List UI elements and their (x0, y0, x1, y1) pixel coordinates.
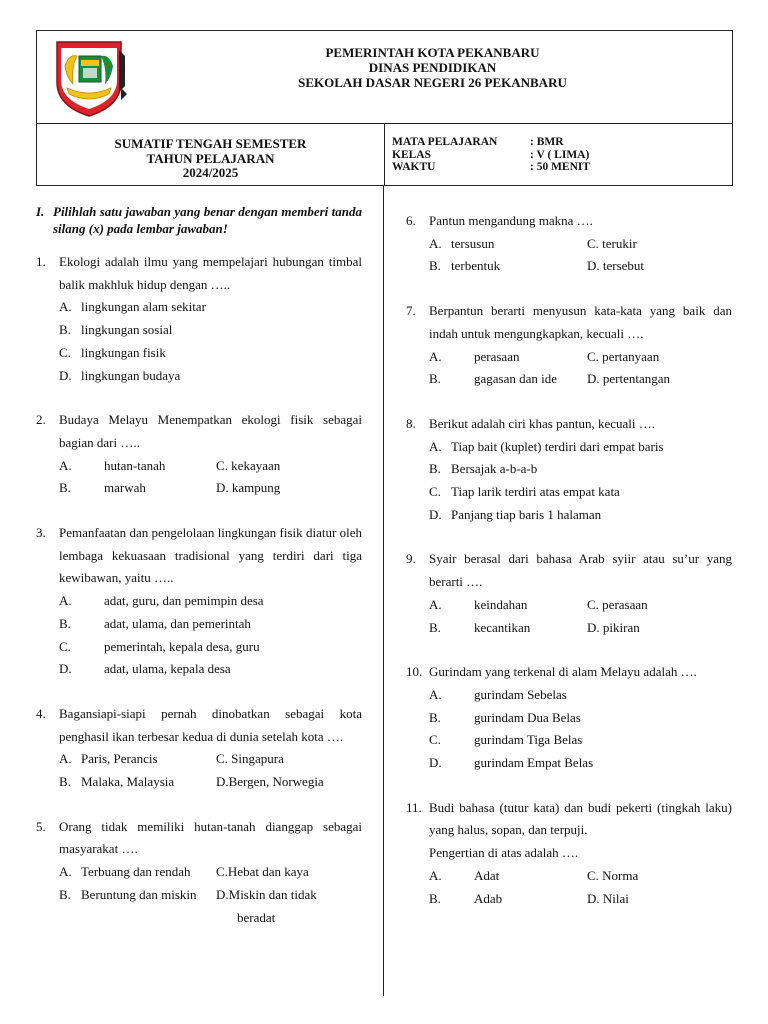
option-letter: A. (429, 867, 442, 883)
option-text: Bersajak a-b-a-b (451, 461, 538, 477)
year-label: TAHUN PELAJARAN (146, 150, 275, 166)
question-3 (36, 522, 362, 681)
header-divider (384, 123, 385, 186)
question-number: 11. (406, 799, 422, 815)
option-letter: B. (429, 461, 441, 477)
option-b (429, 707, 732, 730)
option-text: terbentuk (451, 258, 501, 274)
option-text: perasaan (474, 348, 520, 364)
info-value: : V ( LIMA) (530, 148, 590, 161)
option-a (429, 865, 587, 888)
option-text: Malaka, Malaysia (81, 774, 175, 790)
option-letter: D. (59, 661, 72, 677)
option-text: gurindam Tiga Belas (474, 732, 583, 748)
option-text: gurindam Dua Belas (474, 709, 581, 725)
option-letter: D. (429, 755, 442, 771)
column-divider (383, 186, 384, 996)
question-number: 3. (36, 525, 46, 541)
option-text: Panjang tiap baris 1 halaman (451, 506, 602, 522)
option-text: kecantikan (474, 619, 531, 635)
school-heading (137, 45, 728, 90)
option-text: lingkungan budaya (81, 367, 181, 383)
option-c (59, 342, 362, 365)
instruction (36, 203, 362, 237)
option-letter: A. (59, 751, 72, 767)
question-5 (36, 816, 362, 930)
option-a (59, 861, 216, 884)
question-10 (406, 661, 732, 775)
option-letter: D. (429, 506, 442, 522)
option-letter: C. (59, 638, 71, 654)
instruction-text: Pilihlah satu jawaban yang benar dengan memberi tanda silang (x) pada lembar jawaban! (53, 204, 362, 236)
option-text: Terbuang dan rendah (81, 864, 191, 880)
option-letter: B. (59, 886, 71, 902)
option-c: C. terukir (587, 235, 637, 251)
option-letter: B. (429, 371, 441, 387)
option-a (59, 296, 362, 319)
question-text: Budaya Melayu Menempatkan ekologi fisik sebagai bagian dari ….. (59, 412, 362, 450)
option-letter: B. (429, 258, 441, 274)
option-b (429, 888, 587, 911)
option-letter: B. (429, 890, 441, 906)
option-b (59, 477, 216, 500)
question-7 (406, 300, 732, 391)
question-number: 2. (36, 412, 46, 428)
option-text: gurindam Empat Belas (474, 755, 594, 771)
option-letter: B. (59, 615, 71, 631)
option-c: C. pertanyaan (587, 348, 660, 364)
pekanbaru-emblem-icon (51, 36, 127, 120)
option-text: Tiap larik terdiri atas empat kata (451, 484, 620, 500)
option-letter: A. (429, 596, 442, 612)
option-c (59, 636, 362, 659)
left-column (36, 203, 362, 951)
option-d: D.Bergen, Norwegia (216, 774, 324, 790)
question-9 (406, 548, 732, 639)
option-letter: A. (429, 686, 442, 702)
option-text: hutan-tanah (104, 457, 166, 473)
school-line: SEKOLAH DASAR NEGERI 26 PEKANBARU (298, 75, 567, 90)
option-text: lingkungan fisik (81, 344, 166, 360)
option-letter: A. (429, 438, 442, 454)
option-d: D. kampung (216, 480, 281, 496)
question-text: Bagansiapi-siapi pernah dinobatkan sebagai kota penghasil ikan terbesar kedua di dunia setelah kota …. (59, 705, 362, 744)
option-text: adat, guru, dan pemimpin desa (104, 593, 264, 609)
header-box (36, 30, 733, 186)
option-c: C. kekayaan (216, 457, 281, 473)
option-d (429, 504, 732, 527)
option-b (59, 884, 216, 907)
info-row-class (392, 149, 590, 162)
question-number: 1. (36, 254, 46, 269)
option-a (429, 594, 587, 617)
option-text: Tiap bait (kuplet) terdiri dari empat baris (451, 438, 664, 454)
question-4 (36, 703, 362, 794)
info-label: WAKTU (392, 161, 436, 173)
option-text: pemerintah, kepala desa, guru (104, 638, 260, 654)
option-letter: B. (429, 619, 441, 635)
question-1 (36, 251, 362, 387)
info-row-time (392, 161, 590, 174)
option-letter: A. (59, 593, 72, 609)
question-number: 8. (406, 415, 416, 431)
question-number: 10. (406, 664, 423, 680)
option-b (59, 771, 216, 794)
instruction-number: I. (36, 204, 45, 219)
option-text: lingkungan alam sekitar (81, 299, 206, 315)
option-text: adat, ulama, dan pemerintah (104, 615, 251, 631)
exam-info (392, 136, 590, 174)
question-text: Pemanfaatan dan pengelolaan lingkungan fisik diatur oleh lembaga kekuasaan tradisional yang terdiri dari tiga kewibawan, yaitu ….. (59, 525, 362, 586)
option-text: lingkungan sosial (81, 322, 173, 338)
option-letter: A. (59, 864, 72, 880)
question-11 (406, 797, 732, 911)
question-text: Berpantun berarti menyusun kata-kata yang baik dan indah untuk mengungkapkan, kecuali …. (429, 303, 732, 341)
gov-line: PEMERINTAH KOTA PEKANBARU (325, 45, 540, 60)
option-letter: A. (59, 299, 72, 315)
option-d: D.Miskin dan tidak (216, 886, 317, 902)
option-d (59, 658, 362, 681)
option-b (59, 613, 362, 636)
option-d: D. pikiran (587, 619, 640, 635)
option-c: C. Singapura (216, 751, 284, 767)
option-c: C.Hebat dan kaya (216, 864, 309, 880)
option-text: Adab (474, 890, 503, 906)
question-number: 4. (36, 705, 46, 721)
option-d-continued: beradat (237, 909, 276, 925)
header-top (37, 31, 732, 124)
option-d: D. tersebut (587, 258, 645, 274)
question-text: Orang tidak memiliki hutan-tanah dianggap sebagai masyarakat …. (59, 818, 362, 857)
info-value: : 50 MENIT (530, 161, 591, 173)
right-column (406, 210, 732, 932)
option-letter: A. (59, 457, 72, 473)
option-letter: B. (59, 774, 71, 790)
option-letter: A. (429, 235, 442, 251)
option-letter: A. (429, 348, 442, 364)
question-2 (36, 409, 362, 500)
question-text: Pantun mengandung makna …. (429, 213, 593, 228)
question-text: Budi bahasa (tutur kata) dan budi pekerti (tingkah laku) yang halus, sopan, dan terpuji. (429, 799, 732, 838)
option-b (429, 368, 587, 391)
option-a (429, 684, 732, 707)
question-number: 5. (36, 818, 46, 834)
option-c (429, 729, 732, 752)
option-b (429, 255, 587, 278)
option-a (59, 590, 362, 613)
option-a (429, 346, 587, 369)
option-b (59, 319, 362, 342)
option-a (59, 455, 216, 478)
info-row-subject (392, 136, 590, 149)
option-text: Paris, Perancis (81, 751, 158, 767)
info-label: KELAS (392, 148, 431, 161)
option-c: C. Norma (587, 867, 639, 883)
option-b (429, 458, 732, 481)
question-8 (406, 413, 732, 527)
question-text: Gurindam yang terkenal di alam Melayu adalah …. (429, 664, 697, 680)
question-text: Syair berasal dari bahasa Arab syiir atau su’ur yang berarti …. (429, 551, 732, 590)
option-text: gagasan dan ide (474, 371, 558, 387)
year-value: 2024/2025 (182, 165, 239, 180)
option-d: D. Nilai (587, 890, 629, 906)
dept-line: DINAS PENDIDIKAN (368, 60, 497, 75)
question-number: 6. (406, 213, 416, 228)
option-text: tersusun (451, 235, 495, 251)
option-a (429, 233, 587, 256)
option-letter: C. (59, 344, 71, 360)
option-d (59, 365, 362, 388)
option-text: Beruntung dan miskin (81, 886, 197, 902)
option-text: marwah (104, 480, 146, 496)
exam-name: SUMATIF TENGAH SEMESTER (114, 136, 307, 151)
option-letter: C. (429, 732, 441, 748)
info-label: MATA PELAJARAN (392, 136, 498, 148)
option-letter: B. (59, 322, 71, 338)
exam-title (37, 137, 384, 181)
option-text: gurindam Sebelas (474, 686, 567, 702)
question-subtext: Pengertian di atas adalah …. (429, 845, 579, 861)
option-d: D. pertentangan (587, 371, 671, 387)
option-c: C. perasaan (587, 596, 648, 612)
option-c (429, 481, 732, 504)
option-text: Adat (474, 867, 500, 883)
option-a (429, 436, 732, 459)
question-text: Ekologi adalah ilmu yang mempelajari hubungan timbal balik makhluk hidup dengan ….. (59, 254, 362, 292)
question-6 (406, 210, 732, 278)
option-letter: D. (59, 367, 72, 383)
option-text: adat, ulama, kepala desa (104, 661, 231, 677)
question-text: Berikut adalah ciri khas pantun, kecuali …. (429, 415, 655, 431)
option-b (429, 617, 587, 640)
option-d (429, 752, 732, 775)
option-letter: B. (429, 709, 441, 725)
option-a (59, 748, 216, 771)
option-letter: C. (429, 484, 441, 500)
option-letter: B. (59, 480, 71, 496)
info-value: : BMR (530, 136, 564, 148)
question-number: 7. (406, 303, 416, 319)
option-text: keindahan (474, 596, 528, 612)
question-number: 9. (406, 551, 416, 567)
